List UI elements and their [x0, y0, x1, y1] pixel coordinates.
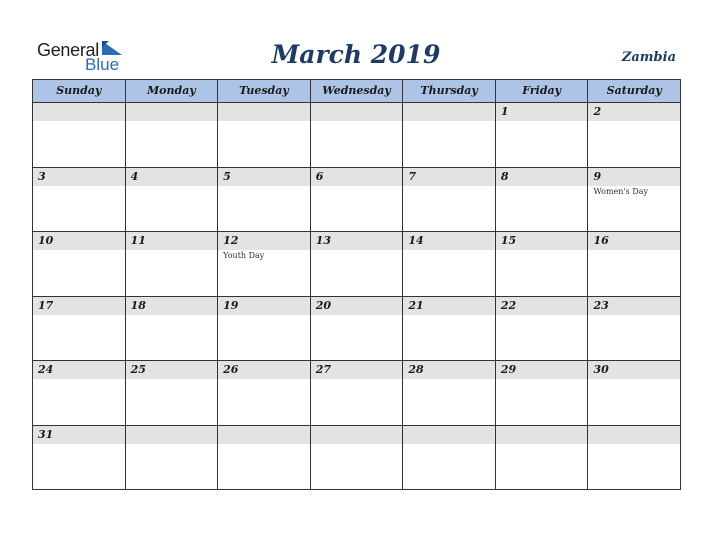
holiday-label	[126, 250, 218, 251]
day-number: 21	[403, 297, 495, 315]
day-number: 8	[496, 168, 588, 186]
day-number: 16	[588, 232, 680, 250]
holiday-label	[496, 379, 588, 380]
weekday-wednesday: Wednesday	[311, 80, 404, 102]
day-cell	[588, 426, 680, 491]
week-row	[33, 168, 680, 233]
day-number: 7	[403, 168, 495, 186]
week-row	[33, 232, 680, 297]
holiday-label	[403, 186, 495, 187]
day-cell	[588, 232, 680, 296]
day-cell	[311, 232, 404, 296]
day-number: 23	[588, 297, 680, 315]
day-cell	[311, 103, 404, 167]
weekday-header-row	[33, 80, 680, 103]
holiday-label	[588, 315, 680, 316]
holiday-label	[126, 121, 218, 122]
day-number: 2	[588, 103, 680, 121]
day-number	[403, 426, 495, 444]
day-cell	[33, 297, 126, 361]
holiday-label	[403, 250, 495, 251]
holiday-label	[496, 186, 588, 187]
day-number	[218, 426, 310, 444]
holiday-label	[33, 121, 125, 122]
holiday-label	[126, 379, 218, 380]
weekday-saturday: Saturday	[606, 84, 662, 97]
day-cell	[311, 168, 404, 232]
weekday-tuesday: Tuesday	[218, 80, 311, 102]
day-cell	[588, 103, 680, 167]
day-number	[496, 426, 588, 444]
day-cell	[311, 426, 404, 491]
day-number: 31	[33, 426, 125, 444]
holiday-label	[33, 444, 125, 445]
holiday-label	[33, 379, 125, 380]
day-cell	[403, 361, 496, 425]
holiday-label	[218, 186, 310, 187]
holiday-label: Youth Day	[223, 251, 265, 260]
day-cell	[33, 426, 126, 491]
day-number: 20	[311, 297, 403, 315]
day-cell	[126, 103, 219, 167]
day-number	[126, 426, 218, 444]
holiday-label	[33, 186, 125, 187]
day-number	[311, 426, 403, 444]
week-row	[33, 297, 680, 362]
day-number	[126, 103, 218, 121]
holiday-label	[126, 444, 218, 445]
day-number: 1	[496, 103, 588, 121]
weekday-sunday: Sunday	[33, 80, 126, 102]
day-cell	[403, 103, 496, 167]
day-cell	[126, 426, 219, 491]
day-cell	[403, 426, 496, 491]
holiday-label	[311, 379, 403, 380]
weekday-thursday: Thursday	[403, 80, 496, 102]
holiday-label	[126, 315, 218, 316]
day-cell	[496, 168, 589, 232]
day-cell	[403, 232, 496, 296]
day-number: 19	[218, 297, 310, 315]
week-row	[33, 103, 680, 168]
day-cell	[126, 361, 219, 425]
day-number: 28	[403, 361, 495, 379]
day-cell	[218, 426, 311, 491]
day-number: 3	[33, 168, 125, 186]
country-label: Zambia	[621, 50, 676, 65]
day-number: 10	[33, 232, 125, 250]
day-cell	[496, 426, 589, 491]
holiday-label	[588, 250, 680, 251]
day-cell	[33, 103, 126, 167]
day-cell	[311, 361, 404, 425]
day-number	[403, 103, 495, 121]
day-number	[311, 103, 403, 121]
holiday-label	[588, 379, 680, 380]
logo-text-general: General	[37, 40, 99, 60]
day-number: 9	[588, 168, 680, 186]
day-number: 15	[496, 232, 588, 250]
holiday-label	[588, 121, 680, 122]
day-cell	[218, 232, 311, 296]
holiday-label	[218, 121, 310, 122]
holiday-label	[403, 315, 495, 316]
holiday-label	[218, 315, 310, 316]
day-number: 12	[218, 232, 310, 250]
day-number: 26	[218, 361, 310, 379]
holiday-label	[403, 379, 495, 380]
day-number: 18	[126, 297, 218, 315]
logo-text-blue: Blue	[85, 55, 120, 74]
holiday-label	[496, 121, 588, 122]
day-cell	[496, 361, 589, 425]
day-cell	[496, 103, 589, 167]
holiday-label	[403, 444, 495, 445]
day-cell	[588, 297, 680, 361]
holiday-label	[33, 315, 125, 316]
day-number	[218, 103, 310, 121]
weekday-friday: Friday	[496, 80, 589, 102]
day-number: 29	[496, 361, 588, 379]
day-number: 30	[588, 361, 680, 379]
week-row	[33, 361, 680, 426]
holiday-label	[496, 444, 588, 445]
day-number: 11	[126, 232, 218, 250]
day-number: 5	[218, 168, 310, 186]
day-cell	[588, 361, 680, 425]
day-cell	[218, 103, 311, 167]
holiday-label	[496, 250, 588, 251]
day-cell	[496, 297, 589, 361]
holiday-label	[218, 444, 310, 445]
day-number	[33, 103, 125, 121]
holiday-label	[403, 121, 495, 122]
holiday-label	[311, 250, 403, 251]
day-number: 6	[311, 168, 403, 186]
holiday-label	[311, 186, 403, 187]
day-number: 17	[33, 297, 125, 315]
day-number: 27	[311, 361, 403, 379]
day-cell	[403, 168, 496, 232]
month-calendar-grid	[32, 79, 681, 490]
day-cell	[311, 297, 404, 361]
holiday-label	[311, 121, 403, 122]
day-number: 25	[126, 361, 218, 379]
day-cell	[218, 361, 311, 425]
day-number: 14	[403, 232, 495, 250]
day-number: 4	[126, 168, 218, 186]
day-number	[588, 426, 680, 444]
holiday-label	[311, 315, 403, 316]
day-number: 22	[496, 297, 588, 315]
day-cell	[588, 168, 680, 232]
day-cell	[126, 297, 219, 361]
day-cell	[218, 297, 311, 361]
holiday-label	[33, 250, 125, 251]
holiday-label	[496, 315, 588, 316]
holiday-label	[588, 444, 680, 445]
day-cell	[33, 361, 126, 425]
holiday-label	[126, 186, 218, 187]
calendar-title: March 2019	[271, 40, 441, 69]
day-number: 24	[33, 361, 125, 379]
day-cell	[218, 168, 311, 232]
weekday-monday: Monday	[126, 80, 219, 102]
day-cell	[126, 168, 219, 232]
holiday-label	[218, 379, 310, 380]
holiday-label	[311, 444, 403, 445]
week-row	[33, 426, 680, 491]
day-cell	[126, 232, 219, 296]
day-cell	[33, 232, 126, 296]
weeks-container	[33, 103, 680, 490]
day-number: 13	[311, 232, 403, 250]
day-cell	[496, 232, 589, 296]
day-cell	[403, 297, 496, 361]
day-cell	[33, 168, 126, 232]
holiday-label: Women's Day	[593, 186, 648, 196]
